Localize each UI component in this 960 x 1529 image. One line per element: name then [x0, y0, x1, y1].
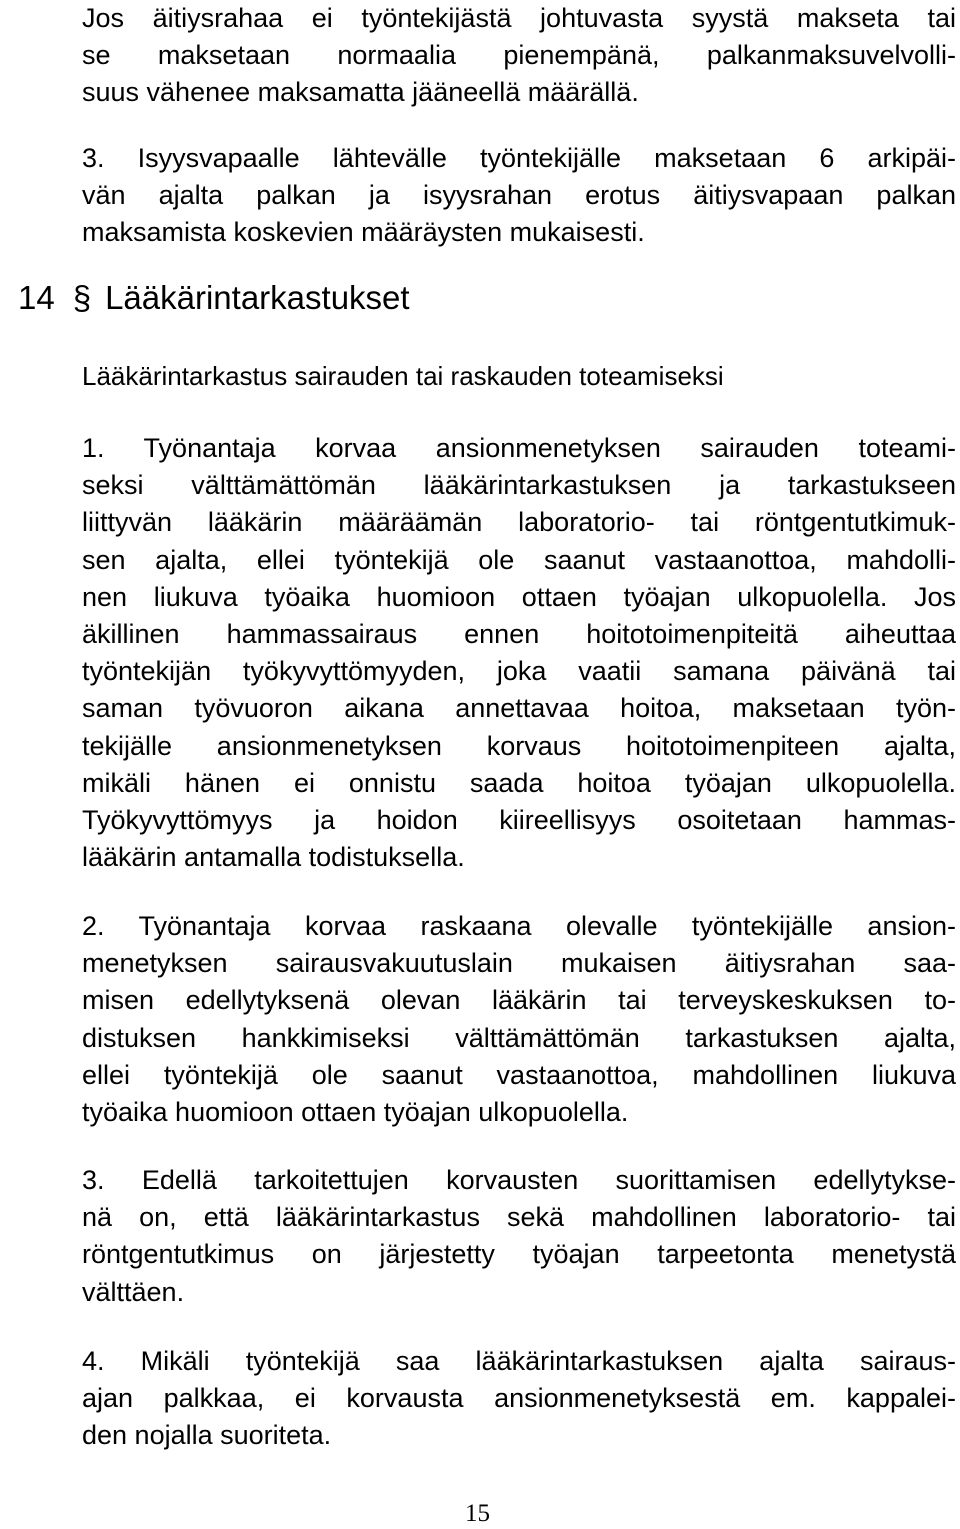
text-line: ajan palkkaa, ei korvausta ansionmenetyksestä em. kappalei- — [82, 1383, 956, 1414]
text-line: lääkärin antamalla todistuksella. — [82, 842, 465, 873]
text-line: röntgentutkimus on järjestetty työajan tarpeetonta menetystä — [82, 1239, 956, 1270]
paragraph-1 — [82, 430, 956, 876]
paragraph-2 — [82, 908, 956, 1131]
text-line: vän ajalta palkan ja isyysrahan erotus äitiysvapaan palkan — [82, 180, 956, 211]
text-line: tekijälle ansionmenetyksen korvaus hoitotoimenpiteen ajalta, — [82, 730, 956, 761]
text-line: Työkyvyttömyys ja hoidon kiireellisyys osoitetaan hammas- — [82, 805, 956, 836]
text-line: ellei työntekijä ole saanut vastaanottoa, mahdollinen liukuva — [82, 1059, 956, 1090]
text-line: maksamista koskevien määräysten mukaisesti. — [82, 217, 645, 248]
paragraph-4 — [82, 1343, 956, 1455]
text-line: 2. Työnantaja korvaa raskaana olevalle työntekijälle ansion- — [82, 911, 956, 941]
text-line: suus vähenee maksamatta jääneellä määrällä. — [82, 77, 639, 108]
text-line: nä on, että lääkärintarkastus sekä mahdollinen laboratorio- tai — [82, 1202, 956, 1233]
text-line: 3. Isyysvapaalle lähtevälle työntekijälle maksetaan 6 arkipäi- — [82, 143, 956, 173]
section-number: 14 — [18, 279, 55, 316]
section-symbol: § — [72, 279, 92, 316]
text-line: den nojalla suoriteta. — [82, 1420, 332, 1451]
isyysvapaa-paragraph — [82, 140, 956, 252]
text-line: misen edellytyksenä olevan lääkärin tai terveyskeskuksen to- — [82, 985, 956, 1016]
intro-paragraph — [82, 0, 956, 112]
text-line: se maksetaan normaalia pienempänä, palkanmaksuvelvolli- — [82, 40, 956, 71]
text-line: 3. Edellä tarkoitettujen korvausten suorittamisen edellytykse- — [82, 1165, 956, 1195]
page-number: 15 — [465, 1500, 490, 1527]
text-line: äkillinen hammassairaus ennen hoitotoimenpiteitä aiheuttaa — [82, 619, 956, 650]
text-line: 4. Mikäli työntekijä saa lääkärintarkastuksen ajalta sairaus- — [82, 1346, 956, 1376]
text-line: Jos äitiysrahaa ei työntekijästä johtuvasta syystä makseta tai — [82, 3, 956, 33]
text-line: nen liukuva työaika huomioon ottaen työajan ulkopuolella. Jos — [82, 581, 956, 612]
text-line: liittyvän lääkärin määräämän laboratorio- tai röntgentutkimuk- — [82, 507, 956, 538]
text-line: sen ajalta, ellei työntekijä ole saanut vastaanottoa, mahdolli- — [82, 544, 956, 575]
text-line: menetyksen sairausvakuutuslain mukaisen äitiysrahan saa- — [82, 948, 956, 979]
text-line: työntekijän työkyvyttömyyden, joka vaatii samana päivänä tai — [82, 656, 956, 687]
text-line: distuksen hankkimiseksi välttämättömän tarkastuksen ajalta, — [82, 1022, 956, 1053]
text-line: saman työvuoron aikana annettavaa hoitoa, maksetaan työn- — [82, 693, 956, 724]
section-heading — [18, 278, 410, 318]
text-line: 1. Työnantaja korvaa ansionmenetyksen sairauden toteami- — [82, 433, 956, 463]
section-subtitle: Lääkärintarkastus sairauden tai raskauden toteamiseksi — [82, 361, 724, 391]
text-line: mikäli hänen ei onnistu saada hoitoa työajan ulkopuolella. — [82, 767, 956, 798]
text-line: välttäen. — [82, 1276, 185, 1307]
section-title: Lääkärintarkastukset — [105, 279, 410, 316]
paragraph-3 — [82, 1162, 956, 1311]
text-line: seksi välttämättömän lääkärintarkastuksen ja tarkastukseen — [82, 470, 956, 501]
text-line: työaika huomioon ottaen työajan ulkopuolella. — [82, 1097, 629, 1128]
